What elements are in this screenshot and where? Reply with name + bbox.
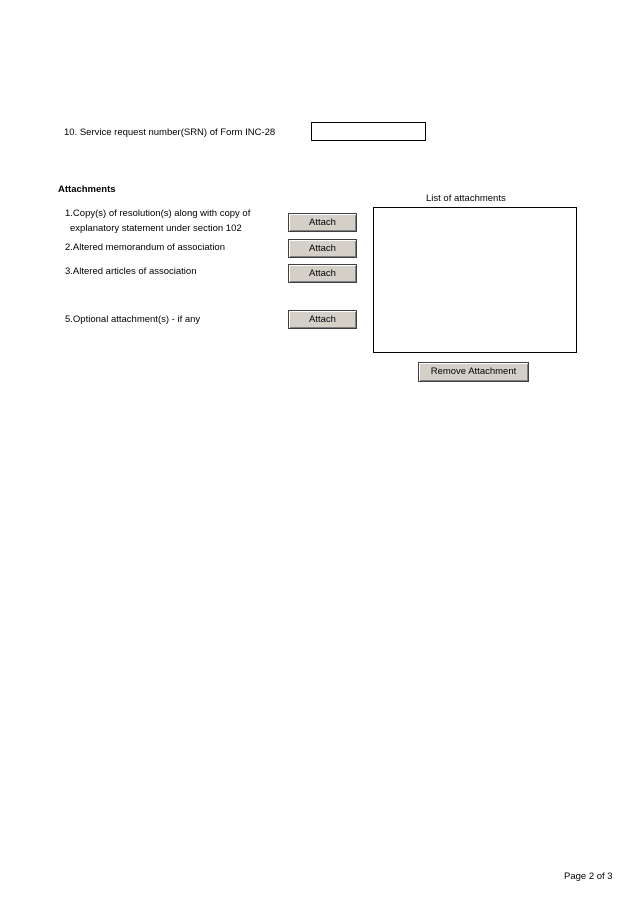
attach-articles-button[interactable]: Attach bbox=[288, 264, 357, 283]
attachment-resolution-label-line1: 1.Copy(s) of resolution(s) along with copy of bbox=[65, 208, 251, 219]
attachment-memorandum-label: 2.Altered memorandum of association bbox=[65, 242, 225, 253]
attachments-heading: Attachments bbox=[58, 184, 116, 195]
attach-memorandum-button[interactable]: Attach bbox=[288, 239, 357, 258]
attach-resolution-button[interactable]: Attach bbox=[288, 213, 357, 232]
list-of-attachments-label: List of attachments bbox=[426, 193, 506, 204]
remove-attachment-button[interactable]: Remove Attachment bbox=[418, 362, 529, 382]
page-number: Page 2 of 3 bbox=[564, 871, 613, 882]
attachments-list-box[interactable] bbox=[373, 207, 577, 353]
attachment-optional-label: 5.Optional attachment(s) - if any bbox=[65, 314, 201, 325]
attach-optional-button[interactable]: Attach bbox=[288, 310, 357, 329]
srn-label: 10. Service request number(SRN) of Form INC-28 bbox=[64, 127, 276, 138]
srn-input[interactable] bbox=[311, 122, 426, 141]
attachment-articles-label: 3.Altered articles of association bbox=[65, 266, 197, 277]
attachment-resolution-label-line2: explanatory statement under section 102 bbox=[70, 223, 242, 234]
